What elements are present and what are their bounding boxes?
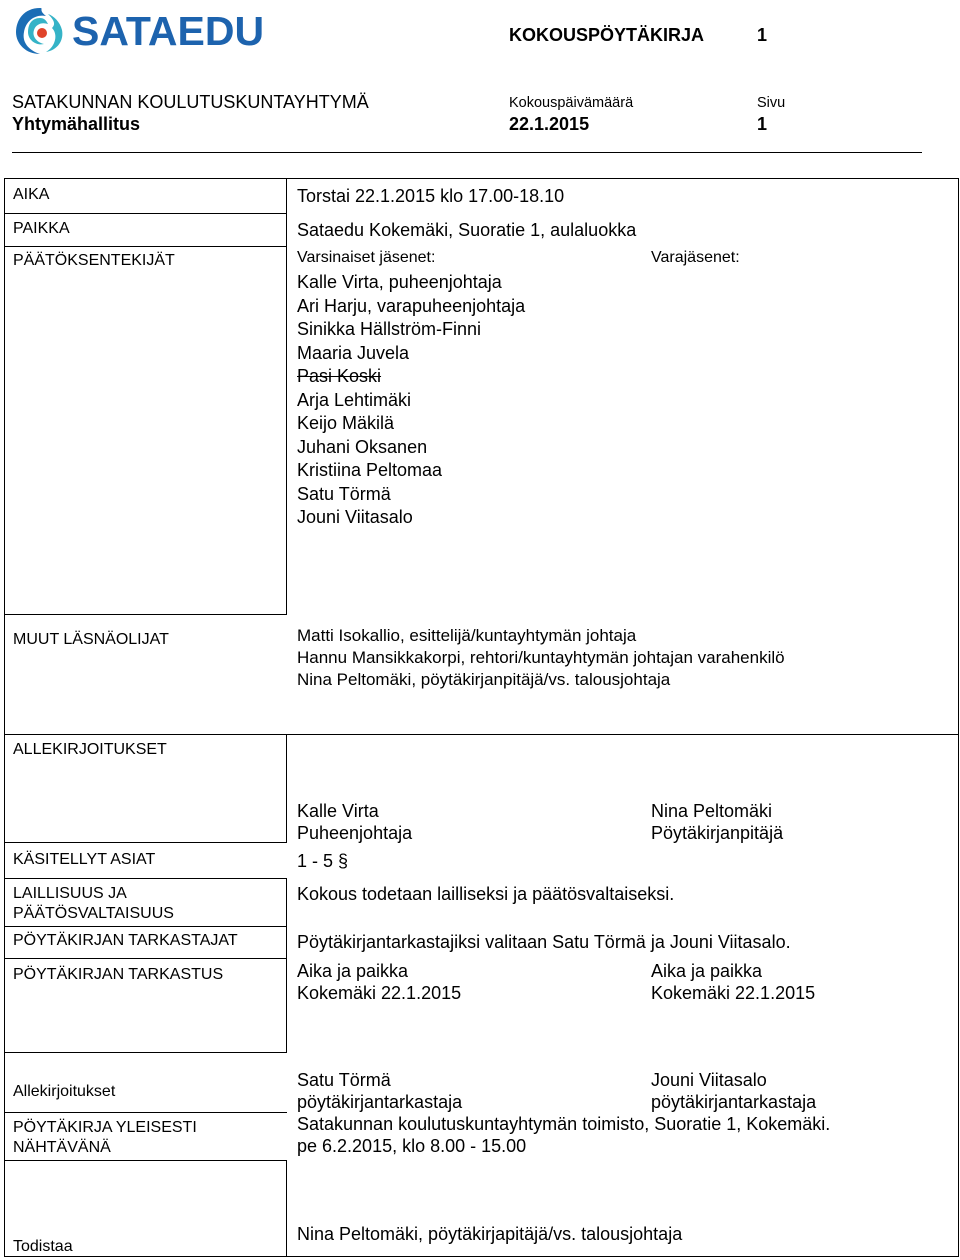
page-number: 1: [757, 114, 768, 134]
date-label: Kokouspäivämäärä: [509, 95, 634, 111]
secretary-role: Pöytäkirjanpitäjä: [651, 823, 784, 843]
row-divider: [4, 614, 287, 615]
list-item: Matti Isokallio, esittelijä/kuntayhtymän johtaja: [297, 626, 637, 645]
row-divider: [4, 1112, 287, 1113]
member-item: Pasi Koski: [297, 366, 382, 386]
inspectors-statement: Pöytäkirjantarkastajiksi valitaan Satu Törmä ja Jouni Viitasalo.: [297, 932, 791, 952]
label-aika: AIKA: [13, 186, 50, 203]
member-item: Kalle Virta, puheenjohtaja: [297, 272, 502, 292]
label-handled-items: KÄSITELLYT ASIAT: [13, 851, 156, 868]
meeting-place: Sataedu Kokemäki, Suoratie 1, aulaluokka: [297, 220, 637, 240]
label-inspection: PÖYTÄKIRJAN TARKASTUS: [13, 966, 224, 983]
legality-statement: Kokous todetaan lailliseksi ja päätösvaltaiseksi.: [297, 884, 675, 904]
secretary-name: Nina Peltomäki: [651, 801, 773, 821]
doc-number: 1: [757, 25, 768, 45]
member-item: Maaria Juvela: [297, 342, 410, 363]
table-border-right: [958, 178, 959, 1257]
chair-role: Puheenjohtaja: [297, 823, 413, 843]
table-border-top: [4, 178, 959, 179]
label-inspector-signatures: Allekirjoitukset: [13, 1083, 116, 1100]
label-other-attendees: MUUT LÄSNÄOLIJAT: [13, 631, 169, 648]
governing-body: Yhtymähallitus: [12, 114, 141, 134]
organization-name: SATAKUNNAN KOULUTUSKUNTAYHTYMÄ: [12, 92, 369, 112]
table-border-bottom: [4, 1256, 959, 1257]
label-decision-makers: PÄÄTÖKSENTEKIJÄT: [13, 252, 175, 269]
label-signatures: ALLEKIRJOITUKSET: [13, 741, 167, 758]
page-label: Sivu: [757, 95, 786, 111]
row-divider: [4, 926, 287, 927]
member-list: [297, 271, 525, 530]
meeting-time: Torstai 22.1.2015 klo 17.00-18.10: [297, 186, 565, 206]
member-item: Jouni Viitasalo: [297, 507, 413, 527]
row-divider: [4, 213, 287, 214]
row-divider: [4, 1052, 287, 1053]
chair-name: Kalle Virta: [297, 801, 379, 821]
label-legality-1: LAILLISUUS JA: [13, 885, 127, 902]
member-item: Sinikka Hällström-Finni: [297, 319, 482, 339]
label-certifies: Todistaa: [13, 1238, 73, 1255]
member-item: Keijo Mäkilä: [297, 413, 395, 433]
label-col-divider: [286, 1160, 287, 1257]
member-item: Kristiina Peltomaa: [297, 460, 443, 480]
row-divider: [4, 958, 287, 959]
list-item: Hannu Mansikkakorpi, rehtori/kuntayhtymän johtajan varahenkilö: [297, 648, 785, 667]
label-public-1: PÖYTÄKIRJA YLEISESTI: [13, 1119, 197, 1136]
member-item: Arja Lehtimäki: [297, 389, 412, 410]
deputies-heading: Varajäsenet:: [651, 249, 740, 266]
label-col-divider: [286, 178, 287, 614]
member-item: Ari Harju, varapuheenjohtaja: [297, 295, 526, 316]
label-col-divider: [286, 734, 287, 842]
sataedu-logo: [12, 4, 265, 64]
public-time: pe 6.2.2015, klo 8.00 - 15.00: [297, 1136, 527, 1156]
inspector-1-name: Satu Törmä: [297, 1070, 391, 1090]
label-paikka: PAIKKA: [13, 220, 70, 237]
handled-items: 1 - 5 §: [297, 851, 349, 871]
list-item: Nina Peltomäki, pöytäkirjanpitäjä/vs. talousjohtaja: [297, 670, 671, 689]
label-inspectors: PÖYTÄKIRJAN TARKASTAJAT: [13, 932, 238, 949]
row-divider: [4, 246, 287, 247]
inspection-left-2: Kokemäki 22.1.2015: [297, 983, 462, 1003]
members-heading: Varsinaiset jäsenet:: [297, 249, 436, 266]
logo-text: SATAEDU: [72, 8, 265, 54]
inspector-2-role: pöytäkirjantarkastaja: [651, 1092, 817, 1112]
member-item: Juhani Oksanen: [297, 436, 428, 457]
header-underline: [12, 152, 922, 153]
row-divider: [4, 842, 287, 843]
member-item: Satu Törmä: [297, 483, 391, 504]
other-attendees-list: [297, 625, 785, 691]
label-public-2: NÄHTÄVÄNÄ: [13, 1139, 111, 1156]
row-divider: [4, 878, 287, 879]
inspection-right-1: Aika ja paikka: [651, 961, 763, 981]
doc-title: KOKOUSPÖYTÄKIRJA: [509, 25, 705, 45]
label-col-divider: [286, 878, 287, 1052]
logo-swirl-icon: [12, 4, 68, 60]
inspection-right-2: Kokemäki 22.1.2015: [651, 983, 816, 1003]
certifier: Nina Peltomäki, pöytäkirjapitäjä/vs. talousjohtaja: [297, 1224, 683, 1244]
row-divider: [4, 734, 958, 735]
inspector-1-role: pöytäkirjantarkastaja: [297, 1092, 463, 1112]
inspection-left-1: Aika ja paikka: [297, 961, 409, 981]
inspector-2-name: Jouni Viitasalo: [651, 1070, 767, 1090]
label-legality-2: PÄÄTÖSVALTAISUUS: [13, 905, 174, 922]
table-border-left: [4, 178, 5, 1257]
meeting-date: 22.1.2015: [509, 114, 590, 134]
public-location: Satakunnan koulutuskuntayhtymän toimisto, Suoratie 1, Kokemäki.: [297, 1114, 831, 1134]
row-divider: [4, 1160, 287, 1161]
